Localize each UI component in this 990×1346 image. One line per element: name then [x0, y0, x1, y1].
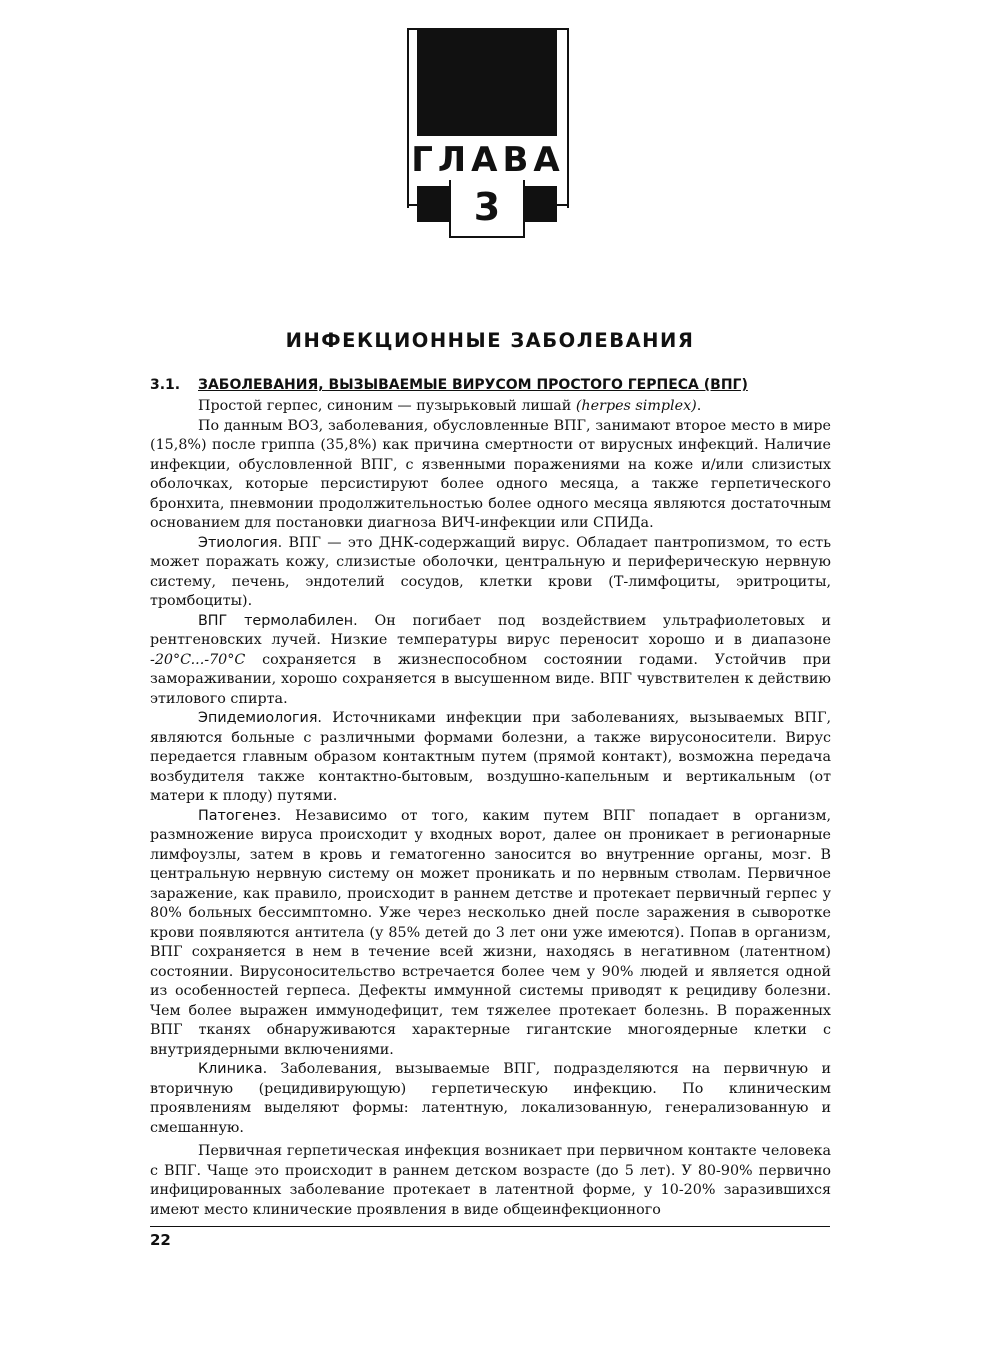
section-title: ЗАБОЛЕВАНИЯ, ВЫЗЫВАЕМЫЕ ВИРУСОМ ПРОСТОГО ГЕРПЕСА (ВПГ) — [198, 377, 748, 393]
emblem-left-block — [417, 186, 449, 222]
term-clinic: Клиника. — [198, 1061, 268, 1077]
term-thermolabile: ВПГ термолабилен. — [198, 612, 358, 629]
paragraph-etiology: Этиология. ВПГ — это ДНК-содержащий вирус. Обладает пантропизмом, то есть может поражать кожу, слизистые оболочки, центральную и периферическую нервную систему, печень, эндотелий сосудов, клетки крови (Т-лимфоциты, эритроциты, тромбоциты). — [150, 534, 831, 609]
term-epidemiology: Эпидемиология. — [198, 710, 322, 726]
emblem-right-stub — [557, 204, 567, 206]
emblem-black-block — [417, 28, 557, 136]
footer-rule — [150, 1226, 830, 1227]
paragraph-primary-infection: Первичная герпетическая инфекция возникает при первичном контакте человека с ВПГ. Чаще это происходит в раннем детском возрасте (до 5 лет). У 80-90% первично инфицированных заболевание протекает в латентной форме, у 10-20% заразившихся имеют место клинические проявления в виде общеинфекционного — [150, 1143, 831, 1218]
page-number: 22 — [150, 1231, 171, 1249]
paragraph-synonym: Простой герпес, синоним — пузырьковый лишай (herpes simplex). — [198, 398, 702, 414]
chapter-title: ИНФЕКЦИОННЫЕ ЗАБОЛЕВАНИЯ — [285, 329, 695, 352]
chapter-emblem — [407, 28, 569, 238]
paragraph-who: По данным ВОЗ, заболевания, обусловленные ВПГ, занимают второе место в мире (15,8%) после гриппа (35,8%) как причина смертности от вирусных инфекций. Наличие инфекции, обусловленной ВПГ, с язвенными поражениями на коже и/или слизистых оболочках, которые персистируют более одного месяца, а также герпетического бронхита, пневмонии продолжительностью более одного месяца являются достаточным основанием для постановки диагноза ВИЧ-инфекции или СПИДа. — [150, 417, 831, 531]
paragraph-clinic: Клиника. Заболевания, вызываемые ВПГ, подразделяются на первичную и вторичную (рецидивирующую) герпетическую инфекцию. По клиническим проявлениям выделяют формы: латентную, локализованную, генерализованную и смешанную. — [150, 1061, 831, 1136]
emblem-right-block — [523, 186, 557, 222]
chapter-number: 3 — [473, 185, 501, 229]
section-heading — [150, 377, 830, 393]
paragraph-pathogenesis: Патогенез. Независимо от того, каким путем ВПГ попадает в организм, размножение вируса происходит у входных ворот, далее он проникает в регионарные лимфоузлы, затем в кровь и гематогенно заносится во внутренние органы, мозг. В центральную нервную систему он может проникать и по нервным стволам. Первичное заражение, как правило, происходит в раннем детстве и протекает первичный герпес у 80% больных бессимптомно. Уже через несколько дней после заражения в сыворотке крови появляются антитела (у 85% детей до 3 лет они уже имеются). Попав в организм, ВПГ сохраняется в нем в течение всей жизни, находясь в негативном (латентном) состоянии. Вирусоносительство встречается более чем у 90% людей и является одной из особенностей герпеса. Дефекты иммунной системы приводят к рецидиву болезни. Чем более выражен иммунодефицит, тем тяжелее протекает болезнь. В пораженных ВПГ тканях обнаруживаются характерные гигантские многоядерные клетки с внутриядерными включениями. — [150, 807, 831, 1058]
section-number: 3.1. — [150, 377, 181, 393]
paragraph-thermolabile: ВПГ термолабилен. Он погибает под воздействием ультрафиолетовых и рентгеновских лучей. Низкие температуры вирус переносит хорошо и в диапазоне -20°C...-70°C сохраняется в жизнеспособном состоянии годами. Устойчив при замораживании, хорошо сохраняется в высушенном виде. ВПГ чувствителен к действию этилового спирта. — [150, 612, 831, 707]
body-text — [150, 397, 831, 1220]
chapter-label: ГЛАВА — [411, 140, 565, 180]
term-etiology: Этиология. — [198, 534, 283, 551]
term-pathogenesis: Патогенез. — [198, 807, 282, 824]
paragraph-epidemiology: Эпидемиология. Источниками инфекции при заболеваниях, вызываемых ВПГ, являются больные с различными формами болезни, а также вирусоносители. Вирус передается главным образом контактным путем (прямой контакт), возможна передача возбудителя также контактно-бытовым, воздушно-капельным и вертикальным (от матери к плоду) путями. — [150, 710, 831, 804]
emblem-left-stub — [407, 204, 417, 206]
